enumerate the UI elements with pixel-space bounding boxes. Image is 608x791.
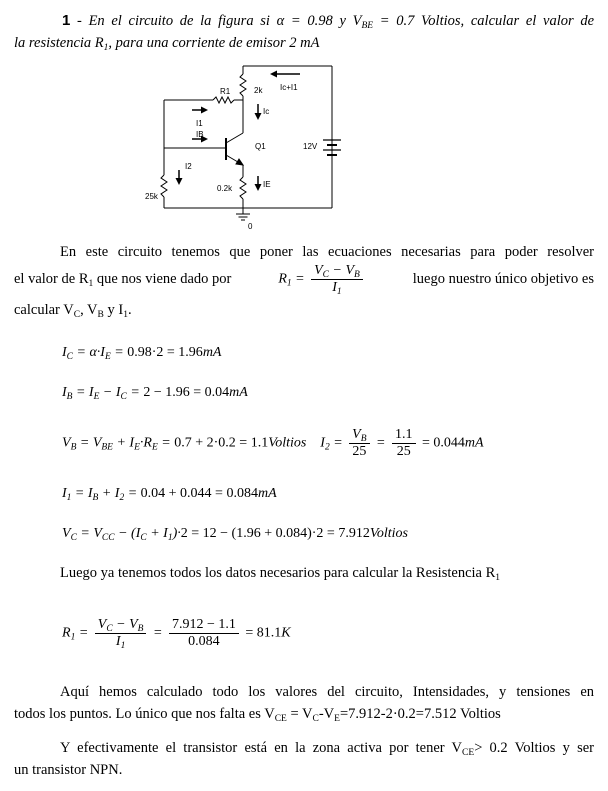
label-re: 0.2k — [217, 184, 233, 193]
equation-ib: $I_B = I_E - I_C = 2 - 1.96 = 0.04mA$ — [62, 385, 248, 402]
equation-ic: $I_C = \alpha\cdot I_E = 0.98\cdot 2 = 1.96mA$ — [62, 345, 222, 362]
problem-statement — [14, 10, 594, 54]
final-paragraph-1: Aquí hemos calculado todo los valores del circuito, Intensidades, y tensiones en todos los puntos. Lo único que nos falta es $V_{CE} = V_C-V_E=7.912-2\cdot 0.2=7.512$ Voltios — [14, 684, 594, 724]
r1-formula: $R_1$ = $\frac{V_C - V_B}{I_1}$ — [278, 263, 365, 296]
label-r1: R1 — [220, 87, 231, 96]
equation-i1: $I_1 = I_B + I_2 = 0.04 + 0.044 = 0.084mA$ — [62, 486, 277, 503]
equation-r1: $R_1$ = $\frac{V_C - V_B}{I_1}$ = $\frac{7.912 - 1.1}{0.084}$ = 81.1K — [62, 617, 291, 651]
label-ib: IB — [196, 130, 204, 139]
label-ic-i1: Ic+I1 — [280, 83, 298, 92]
problem-number: 1 — [62, 12, 71, 29]
equation-vc: $V_C = V_{CC} - (I_C + I_1)\cdot 2 = 12 - (1.96 + 0.084)\cdot 2$ = 7.912Voltios — [62, 526, 408, 543]
label-r2: 25k — [145, 192, 158, 201]
intro-paragraph: En este circuito tenemos que poner las ecuaciones necesarias para poder resolver el valor de $R_1$ que nos viene dado por $R_1$ = $\frac{V_C - V_B}{I_1}$ luego nuestro único objetivo es calcular $V_C$, $V_B$ y $I_1$. — [14, 244, 594, 320]
problem-line-1: 1 - En el circuito de la figura si α = 0.98 y $V_{BE} = 0.7$ Voltios, calcular el valor de — [62, 12, 595, 31]
label-vcc: 12V — [303, 142, 318, 151]
label-i1: I1 — [196, 119, 203, 128]
label-i2: I2 — [185, 162, 192, 171]
label-ic: Ic — [263, 107, 270, 116]
problem-line-2: la resistencia $R_1$, para una corriente de emisor 2 mA — [14, 35, 320, 53]
label-gnd: 0 — [248, 222, 253, 231]
label-rc: 2k — [254, 86, 263, 95]
circuit-diagram — [140, 62, 380, 237]
label-ie: IE — [263, 180, 271, 189]
luego-paragraph: Luego ya tenemos todos los datos necesarios para calcular la Resistencia $R_1$ — [60, 565, 501, 583]
final-paragraph-2: Y efectivamente el transistor está en la zona activa por tener $V_{CE}> 0.2$ Voltios y ser un transistor NPN. — [14, 740, 595, 778]
label-q1: Q1 — [255, 142, 266, 151]
equation-vb: $V_B = V_{BE} + I_E\cdot R_E = 0.7 + 2\cdot 0.2$ = 1.1Voltios $I_2$ = $\frac{V_B}{25}$ = $\frac{1.1}{25}$ = 0.044mA — [62, 427, 484, 459]
